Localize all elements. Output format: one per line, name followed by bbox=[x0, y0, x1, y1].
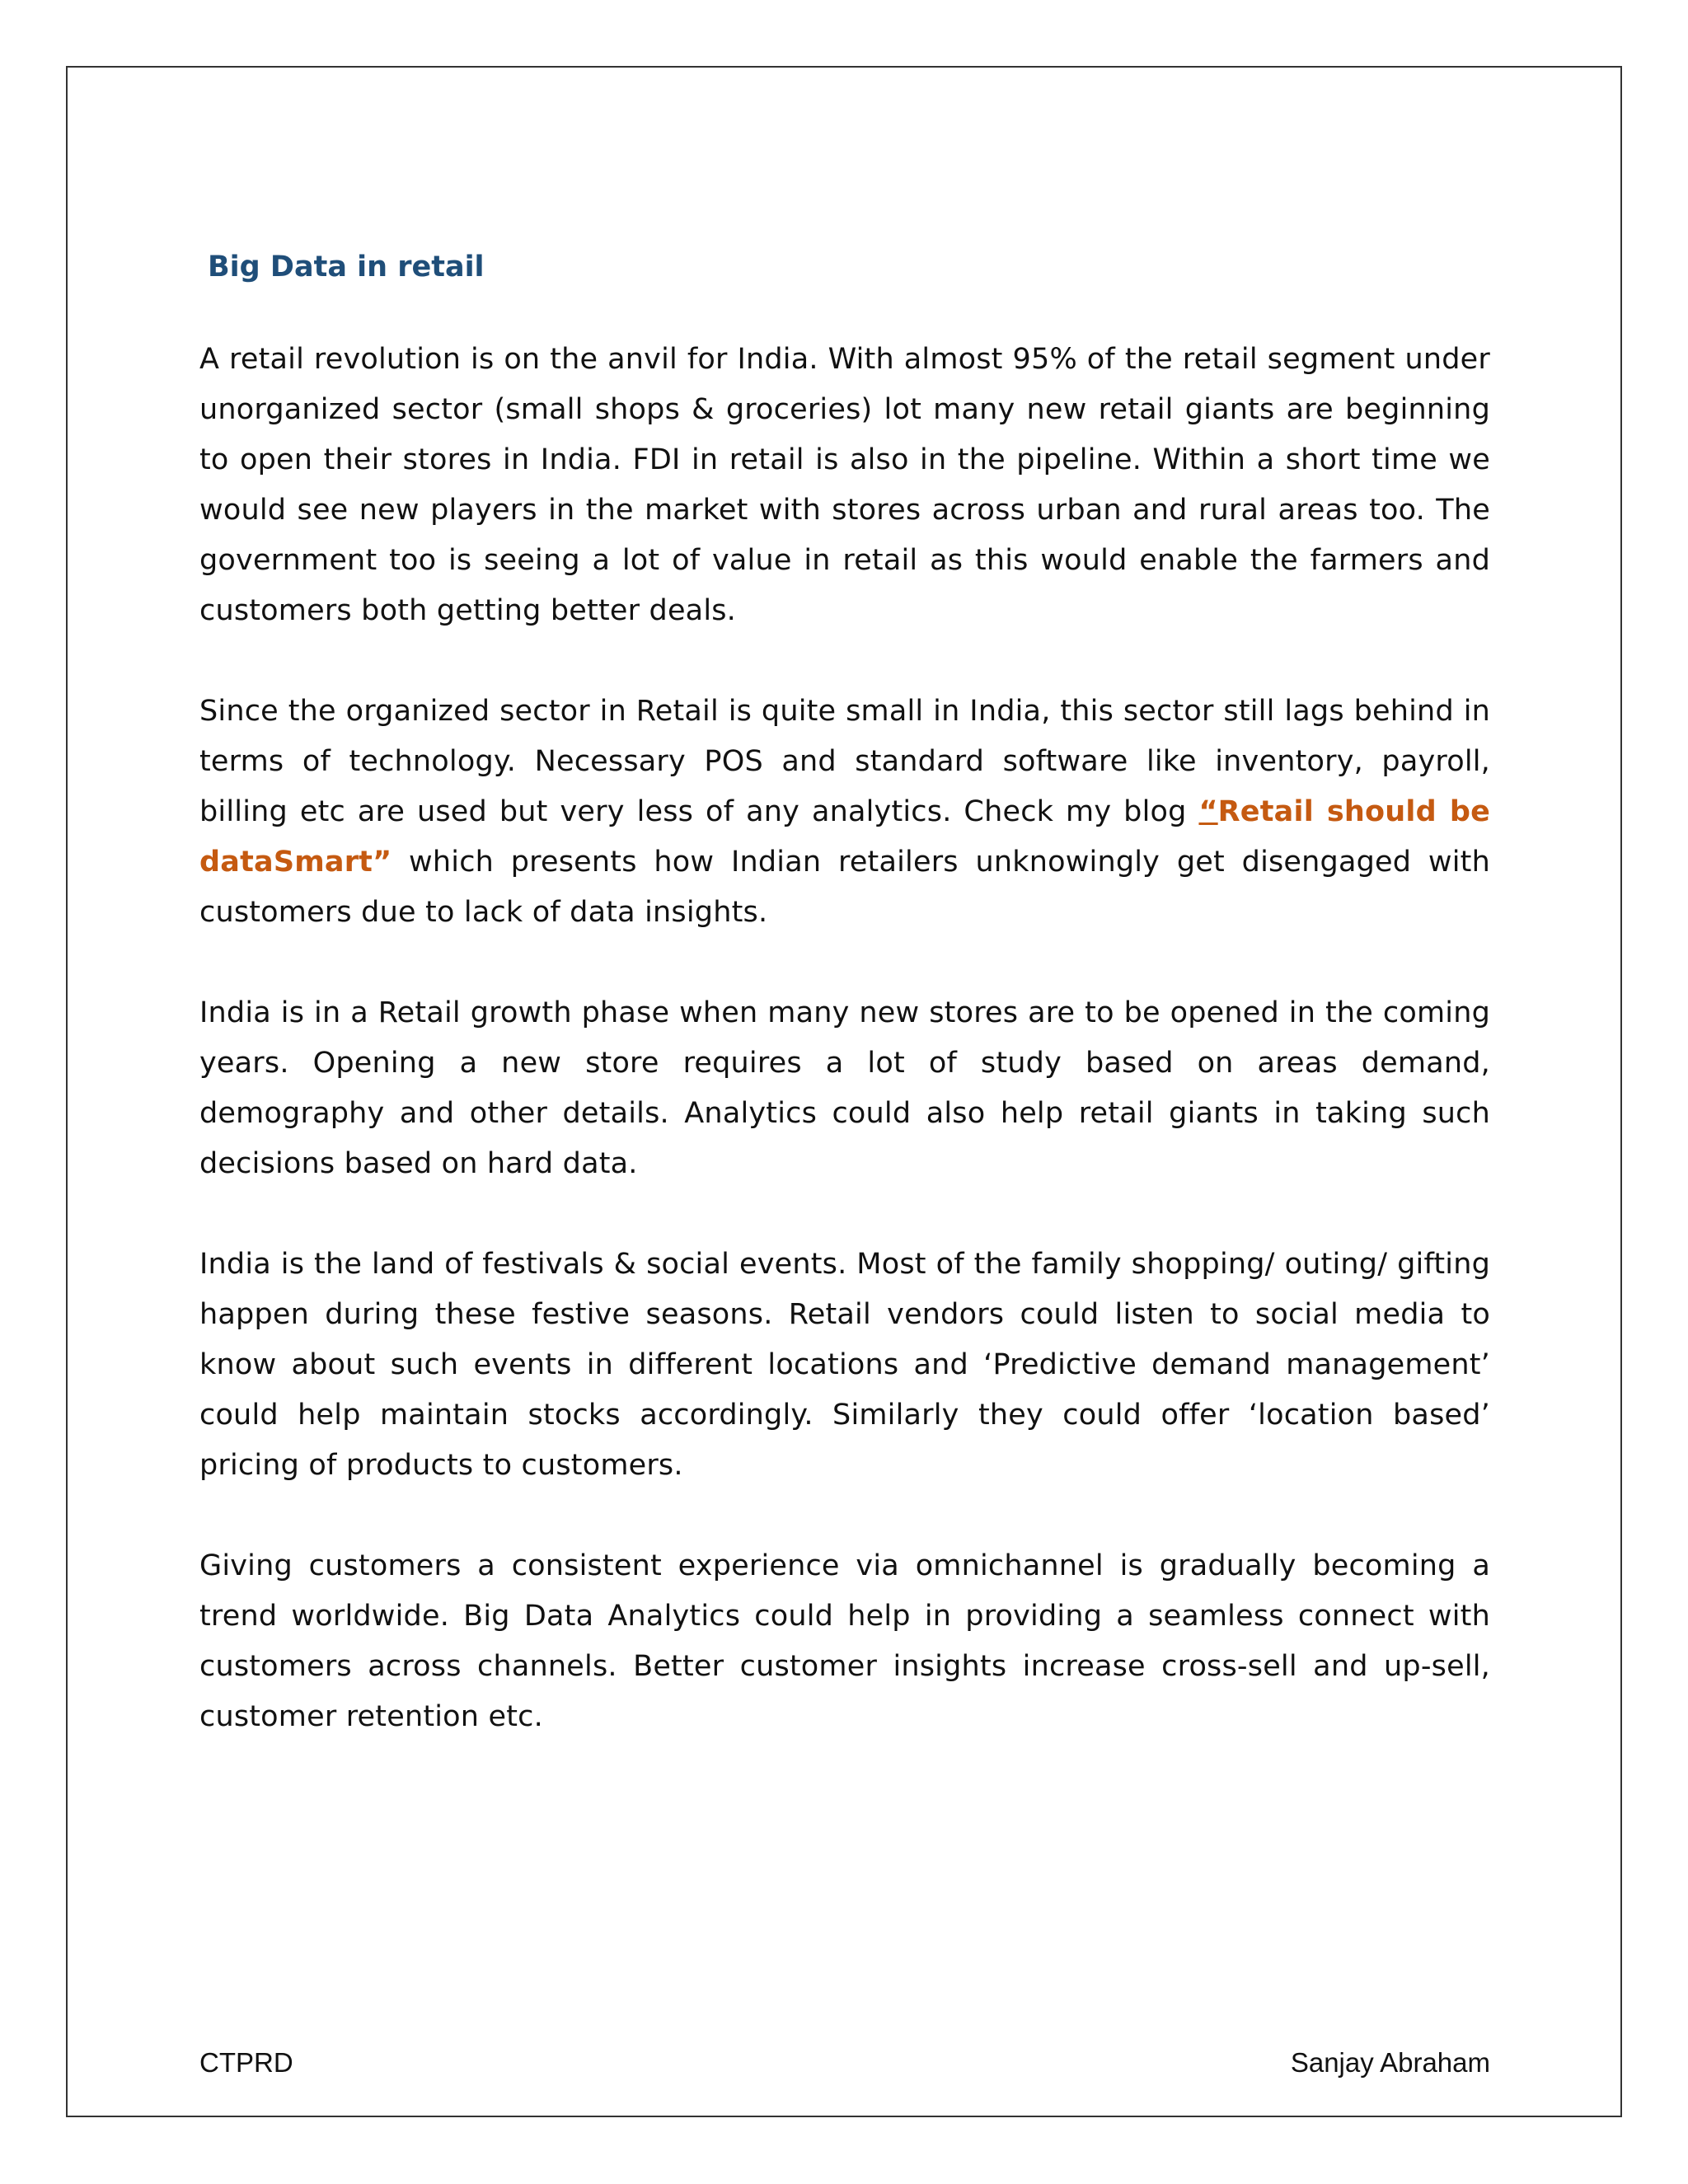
blog-link-text: Retail should be dataSmart” bbox=[199, 795, 1491, 879]
footer-right: Sanjay Abraham bbox=[1290, 2047, 1490, 2078]
footer-left: CTPRD bbox=[199, 2047, 293, 2078]
document-body bbox=[199, 241, 1490, 1793]
paragraph-growth-phase: India is in a Retail growth phase when many new stores are to be opened in the coming years. Opening a new store requires a lot of study based on areas demand, demography and other details. Analytics could also help retail giants in taking such decisions based on hard data. bbox=[199, 996, 1490, 1180]
document-title: Big Data in retail bbox=[208, 251, 485, 284]
paragraph-retail-revolution: A retail revolution is on the anvil for India. With almost 95% of the retail segment under unorganized sector (small shops & groceries) lot many new retail giants are beginning to open their stores in India. FDI in retail is also in the pipeline. Within a short time we would see new players in the market with stores across urban and rural areas too. The government too is seeing a lot of value in retail as this would enable the farmers and customers both getting better deals. bbox=[199, 343, 1490, 627]
blog-link-quote: “ bbox=[1198, 795, 1218, 828]
paragraph-organized-sector-text: Since the organized sector in Retail is quite small in India, this sector still lags behind in terms of technology. Necessary POS and standard software like inventory, payroll, billing etc are used but very less of any analytics. Check my blog bbox=[199, 695, 1490, 828]
paragraph-organized-sector bbox=[199, 687, 1490, 938]
paragraph-organized-sector-tail: which presents how Indian retailers unknowingly get disengaged with customers due to lack of data insights. bbox=[199, 846, 1490, 929]
paragraph-festivals: India is the land of festivals & social events. Most of the family shopping/ outing/ gifting happen during these festive seasons. Retail vendors could listen to social media to know about such events in different locations and ‘Predictive demand management’ could help maintain stocks accordingly. Similarly they could offer ‘location based’ pricing of products to customers. bbox=[199, 1248, 1490, 1482]
paragraph-omnichannel: Giving customers a consistent experience via omnichannel is gradually becoming a trend worldwide. Big Data Analytics could help in providing a seamless connect with customers across channels. Better customer insights increase cross-sell and up-sell, customer retention etc. bbox=[199, 1549, 1490, 1733]
